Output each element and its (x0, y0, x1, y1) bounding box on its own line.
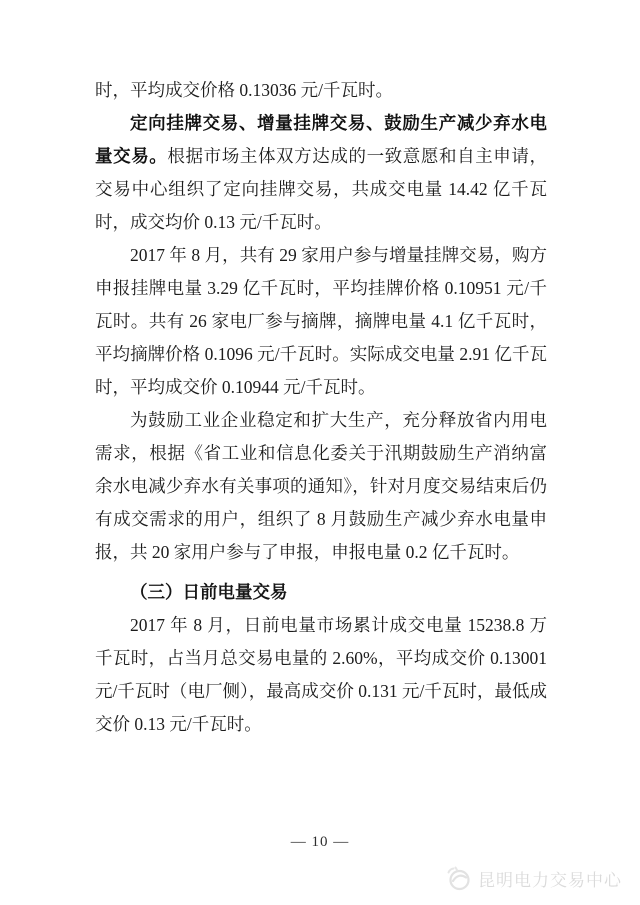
section-heading-day-ahead-trading: （三）日前电量交易 (130, 582, 288, 602)
document-page-body (95, 74, 547, 741)
paragraph-day-ahead-trading: 2017 年 8 月，日前电量市场累计成交电量 15238.8 万千瓦时，占当月总交易电量的 2.60%，平均成交价 0.13001 元/千瓦时（电厂侧），最高成交价 0.131 元/千瓦时，最低成交价 0.13 元/千瓦时。 (95, 615, 547, 734)
paragraph-listed-trading-text: 根据市场主体双方达成的一致意愿和自主申请，交易中心组织了定向挂牌交易，共成交电量 14.42 亿千瓦时，成交均价 0.13 元/千瓦时。 (95, 146, 548, 232)
footer-watermark (443, 863, 622, 893)
paragraph-listed-trading-lead: 定向挂牌交易、增量挂牌交易、鼓励生产减少弃水电量交易。 (95, 113, 547, 166)
page-number: — 10 — (290, 834, 350, 850)
paragraph-incremental-listing: 2017 年 8 月，共有 29 家用户参与增量挂牌交易，购方申报挂牌电量 3.29 亿千瓦时，平均挂牌价格 0.10951 元/千瓦时。共有 26 家电厂参与摘牌，摘牌电量 4.1 亿千瓦时，平均摘牌价格 0.1096 元/千瓦时。实际成交电量 2.91 亿千瓦时，平均成交价 0.10944 元/千瓦时。 (95, 245, 547, 397)
paragraph-continuation: 时，平均成交价格 0.13036 元/千瓦时。 (95, 80, 393, 100)
kunming-logo-icon (443, 863, 473, 893)
footer-brand-label: 昆明电力交易中心 (478, 870, 622, 890)
paragraph-listed-trading (95, 107, 547, 239)
paragraph-encourage-production: 为鼓励工业企业稳定和扩大生产，充分释放省内用电需求，根据《省工业和信息化委关于汛期鼓励生产消纳富余水电减少弃水有关事项的通知》，针对月度交易结束后仍有成交需求的用户，组织了 8 月鼓励生产减少弃水电量申报，共 20 家用户参与了申报，申报电量 0.2 亿千瓦时。 (95, 410, 547, 562)
